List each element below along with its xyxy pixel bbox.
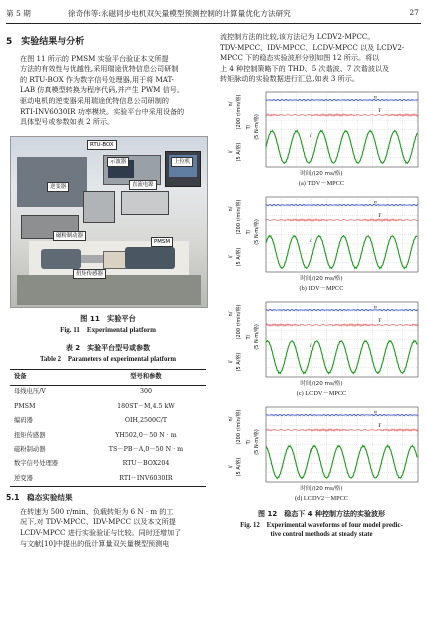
table-cell: 编码器 (14, 417, 33, 425)
page-number: 27 (409, 8, 419, 17)
label-torque-sensor: 扭矩传感器 (73, 269, 106, 279)
oscilloscope-plot (220, 299, 423, 389)
text-line: 与文献[10]中提出的低计算量双矢量模型预测电 (20, 538, 170, 548)
waveform-panel (220, 404, 423, 505)
current-marker: i (310, 132, 312, 139)
header-rule (6, 23, 421, 24)
page-header (6, 8, 421, 22)
torque-axis-label: T/ (246, 334, 252, 340)
text-line: 流控制方法的比较,该方法记为 LCDV2-MPCC。 (220, 32, 375, 41)
current-axis-unit: (5 A/格) (236, 457, 242, 477)
torque-axis-label: T/ (246, 124, 252, 130)
torque-marker: T (378, 422, 381, 429)
left-column (6, 32, 210, 549)
panel-label: (b) IDV－MPCC (299, 285, 344, 293)
right-column (220, 32, 423, 539)
column-header: 设备 (14, 373, 27, 381)
torque-axis-label: T/ (246, 229, 252, 235)
table-cell: YH502,0－50 N · m (115, 431, 177, 439)
caption-line: Fig. 12 Experimental waveforms of four model predic- (240, 521, 403, 529)
paragraph-steady-state (6, 507, 210, 549)
panel-label: (a) TDV－MPCC (298, 180, 345, 188)
section-heading: 5 实验结果与分析 (6, 37, 85, 47)
current-axis-unit: (5 A/格) (236, 352, 242, 372)
text-line: LCDV-MPCC 进行实验验证与比较。同时还增加了 (20, 527, 182, 537)
current-marker: i (310, 237, 312, 244)
table-cell: OIH,2500C/T (124, 417, 168, 425)
table-cell: 逆变器 (14, 474, 33, 482)
text-line: 上 4 种控制策略下的 THD、5 次谐波、7 次谐波以及 (220, 63, 390, 73)
torque-axis-label: T/ (246, 439, 252, 445)
figure12-caption-en (220, 521, 423, 539)
text-line: 方法的有效性与优越性,采用瑞途优特信息公司研制 (20, 64, 179, 74)
label-inverter: 逆变器 (47, 182, 69, 192)
figure12-waveforms (220, 89, 423, 505)
waveform-panel (220, 89, 423, 190)
figure11-caption-cn: 图 11 实验平台 (80, 313, 136, 323)
table-row (10, 400, 206, 414)
current-axis-label: i/ (228, 255, 234, 259)
text-line: 具体型号或参数如表 2 所示。 (20, 117, 115, 127)
label-oscilloscope: 示波器 (107, 157, 129, 167)
table-row (10, 385, 206, 400)
speed-axis-unit: (200 r/min/格) (236, 199, 242, 235)
subsection-heading: 5.1 稳态实验结果 (6, 493, 73, 503)
time-axis-label: 时间/(20 ms/格) (300, 170, 343, 177)
time-axis-label: 时间/(20 ms/格) (300, 380, 343, 387)
torque-axis-unit: (5 N·m/格) (254, 114, 260, 140)
torque-marker: T (378, 107, 381, 114)
inverter (83, 191, 115, 223)
caption-line: tive control methods at steady state (270, 530, 373, 538)
speed-axis-label: n/ (228, 416, 234, 422)
text-line: 在转速为 500 r/min、负载转矩为 6 N · m 的工 (20, 506, 174, 516)
current-axis-label: i/ (228, 465, 234, 469)
table-cell: 数字信号处理器 (14, 460, 59, 468)
speed-marker: n (374, 94, 377, 101)
torque-marker: T (378, 212, 381, 219)
table-row (10, 429, 206, 443)
text-line: 转矩脉动的实验数据进行汇总,如表 3 所示。 (220, 74, 359, 84)
experimental-platform-photo (10, 136, 208, 308)
label-load-brake: 磁粉制动器 (53, 231, 86, 241)
current-axis-unit: (5 A/格) (236, 142, 242, 162)
table-row (10, 472, 206, 487)
label-pmsm: PMSM (151, 237, 173, 247)
table-cell: RTU－BOX204 (122, 460, 170, 468)
table-cell: 磁粉制动器 (14, 445, 46, 453)
speed-marker: n (374, 409, 377, 416)
table-header-row (10, 370, 206, 385)
label-rtu-box: RTU-BOX (87, 140, 117, 150)
waveform-panel (220, 194, 423, 295)
parameters-table (10, 369, 206, 487)
time-axis-label: 时间/(20 ms/格) (300, 485, 343, 492)
current-axis-label: i/ (228, 360, 234, 364)
table-row (10, 443, 206, 457)
table-cell: 300 (139, 388, 152, 396)
speed-axis-unit: (200 r/min/格) (236, 409, 242, 445)
text-line: 在图 11 所示的 PMSM 实验平台验证本文所提 (20, 53, 169, 63)
running-title: 徐奇伟等:永磁同步电机双矢量模型预测控制的计算量优化方法研究 (68, 9, 291, 18)
text-line: MPCC 下的稳态实验波形分别如图 12 所示。将以 (220, 53, 380, 63)
oscilloscope-plot (220, 194, 423, 284)
table-row (10, 414, 206, 428)
text-line: 况下,对 TDV-MPCC、IDV-MPCC 以及本文所提 (20, 517, 176, 527)
label-dc-power: 直流电源 (129, 180, 157, 190)
figure12-caption-cn: 图 12 稳态下 4 种控制方法的实验波形 (258, 509, 385, 518)
panel-label: (c) LCDV－MPCC (296, 390, 347, 398)
panel-label: (d) LCDV2－MPCC (294, 495, 348, 503)
table-row (10, 457, 206, 471)
pmsm-motor (125, 247, 175, 269)
dc-power-supply (121, 191, 169, 215)
text-line: 的 RTU-BOX 作为数字信号处理器,用于将 MAT- (20, 74, 174, 84)
table-cell: RTI－INV6030IR (119, 474, 173, 482)
torque-sensor (103, 251, 127, 269)
torque-axis-unit: (5 N·m/格) (254, 219, 260, 245)
speed-marker: n (374, 304, 377, 311)
text-line: 驱动电机的逆变器采用瑞途优特信息公司研制的 (20, 95, 169, 105)
time-axis-label: 时间/(20 ms/格) (300, 275, 343, 282)
speed-axis-label: n/ (228, 101, 234, 107)
table-cell: PMSM (14, 402, 36, 410)
oscilloscope-plot (220, 404, 423, 494)
speed-marker: n (374, 199, 377, 206)
table-cell: TS－PB－A,0－50 N · m (108, 445, 184, 453)
current-marker: i (310, 342, 312, 349)
paragraph-intro (6, 54, 210, 128)
torque-axis-unit: (5 N·m/格) (254, 429, 260, 455)
text-line: RTI-INV6030IR 功率模块。实验平台中采用设备的 (20, 106, 185, 116)
text-line: LAB 仿真模型转换为程序代码,并产生 PWM 信号。 (20, 85, 184, 95)
speed-axis-unit: (200 r/min/格) (236, 94, 242, 130)
table-cell: 180ST－M,4.5 kW (117, 402, 175, 410)
text-line: TDV-MPCC、IDV-MPCC、LCDV-MPCC 以及 LCDV2- (220, 42, 405, 52)
speed-axis-label: n/ (228, 206, 234, 212)
figure11-caption-en: Fig. 11 Experimental platform (60, 326, 156, 335)
table-base (17, 275, 201, 305)
current-axis-unit: (5 A/格) (236, 247, 242, 267)
torque-axis-unit: (5 N·m/格) (254, 324, 260, 350)
speed-axis-label: n/ (228, 311, 234, 317)
label-host-pc: 上位机 (171, 157, 193, 167)
current-marker: i (310, 447, 312, 454)
speed-axis-unit: (200 r/min/格) (236, 304, 242, 340)
table2-caption-cn: 表 2 实验平台型号或参数 (65, 343, 151, 352)
table-cell: 扭矩传感器 (14, 431, 46, 439)
torque-marker: T (378, 317, 381, 324)
load-brake (41, 249, 81, 269)
oscilloscope-plot (220, 89, 423, 179)
paragraph-comparison (220, 32, 423, 85)
waveform-panel (220, 299, 423, 400)
table-cell: 母线电压/V (14, 388, 46, 396)
shaft-coupler (81, 255, 103, 263)
table2-caption-en: Table 2 Parameters of experimental platform (39, 355, 177, 363)
current-axis-label: i/ (228, 150, 234, 154)
column-header: 型号和参数 (130, 373, 162, 381)
issue-number: 第 5 期 (6, 9, 31, 18)
